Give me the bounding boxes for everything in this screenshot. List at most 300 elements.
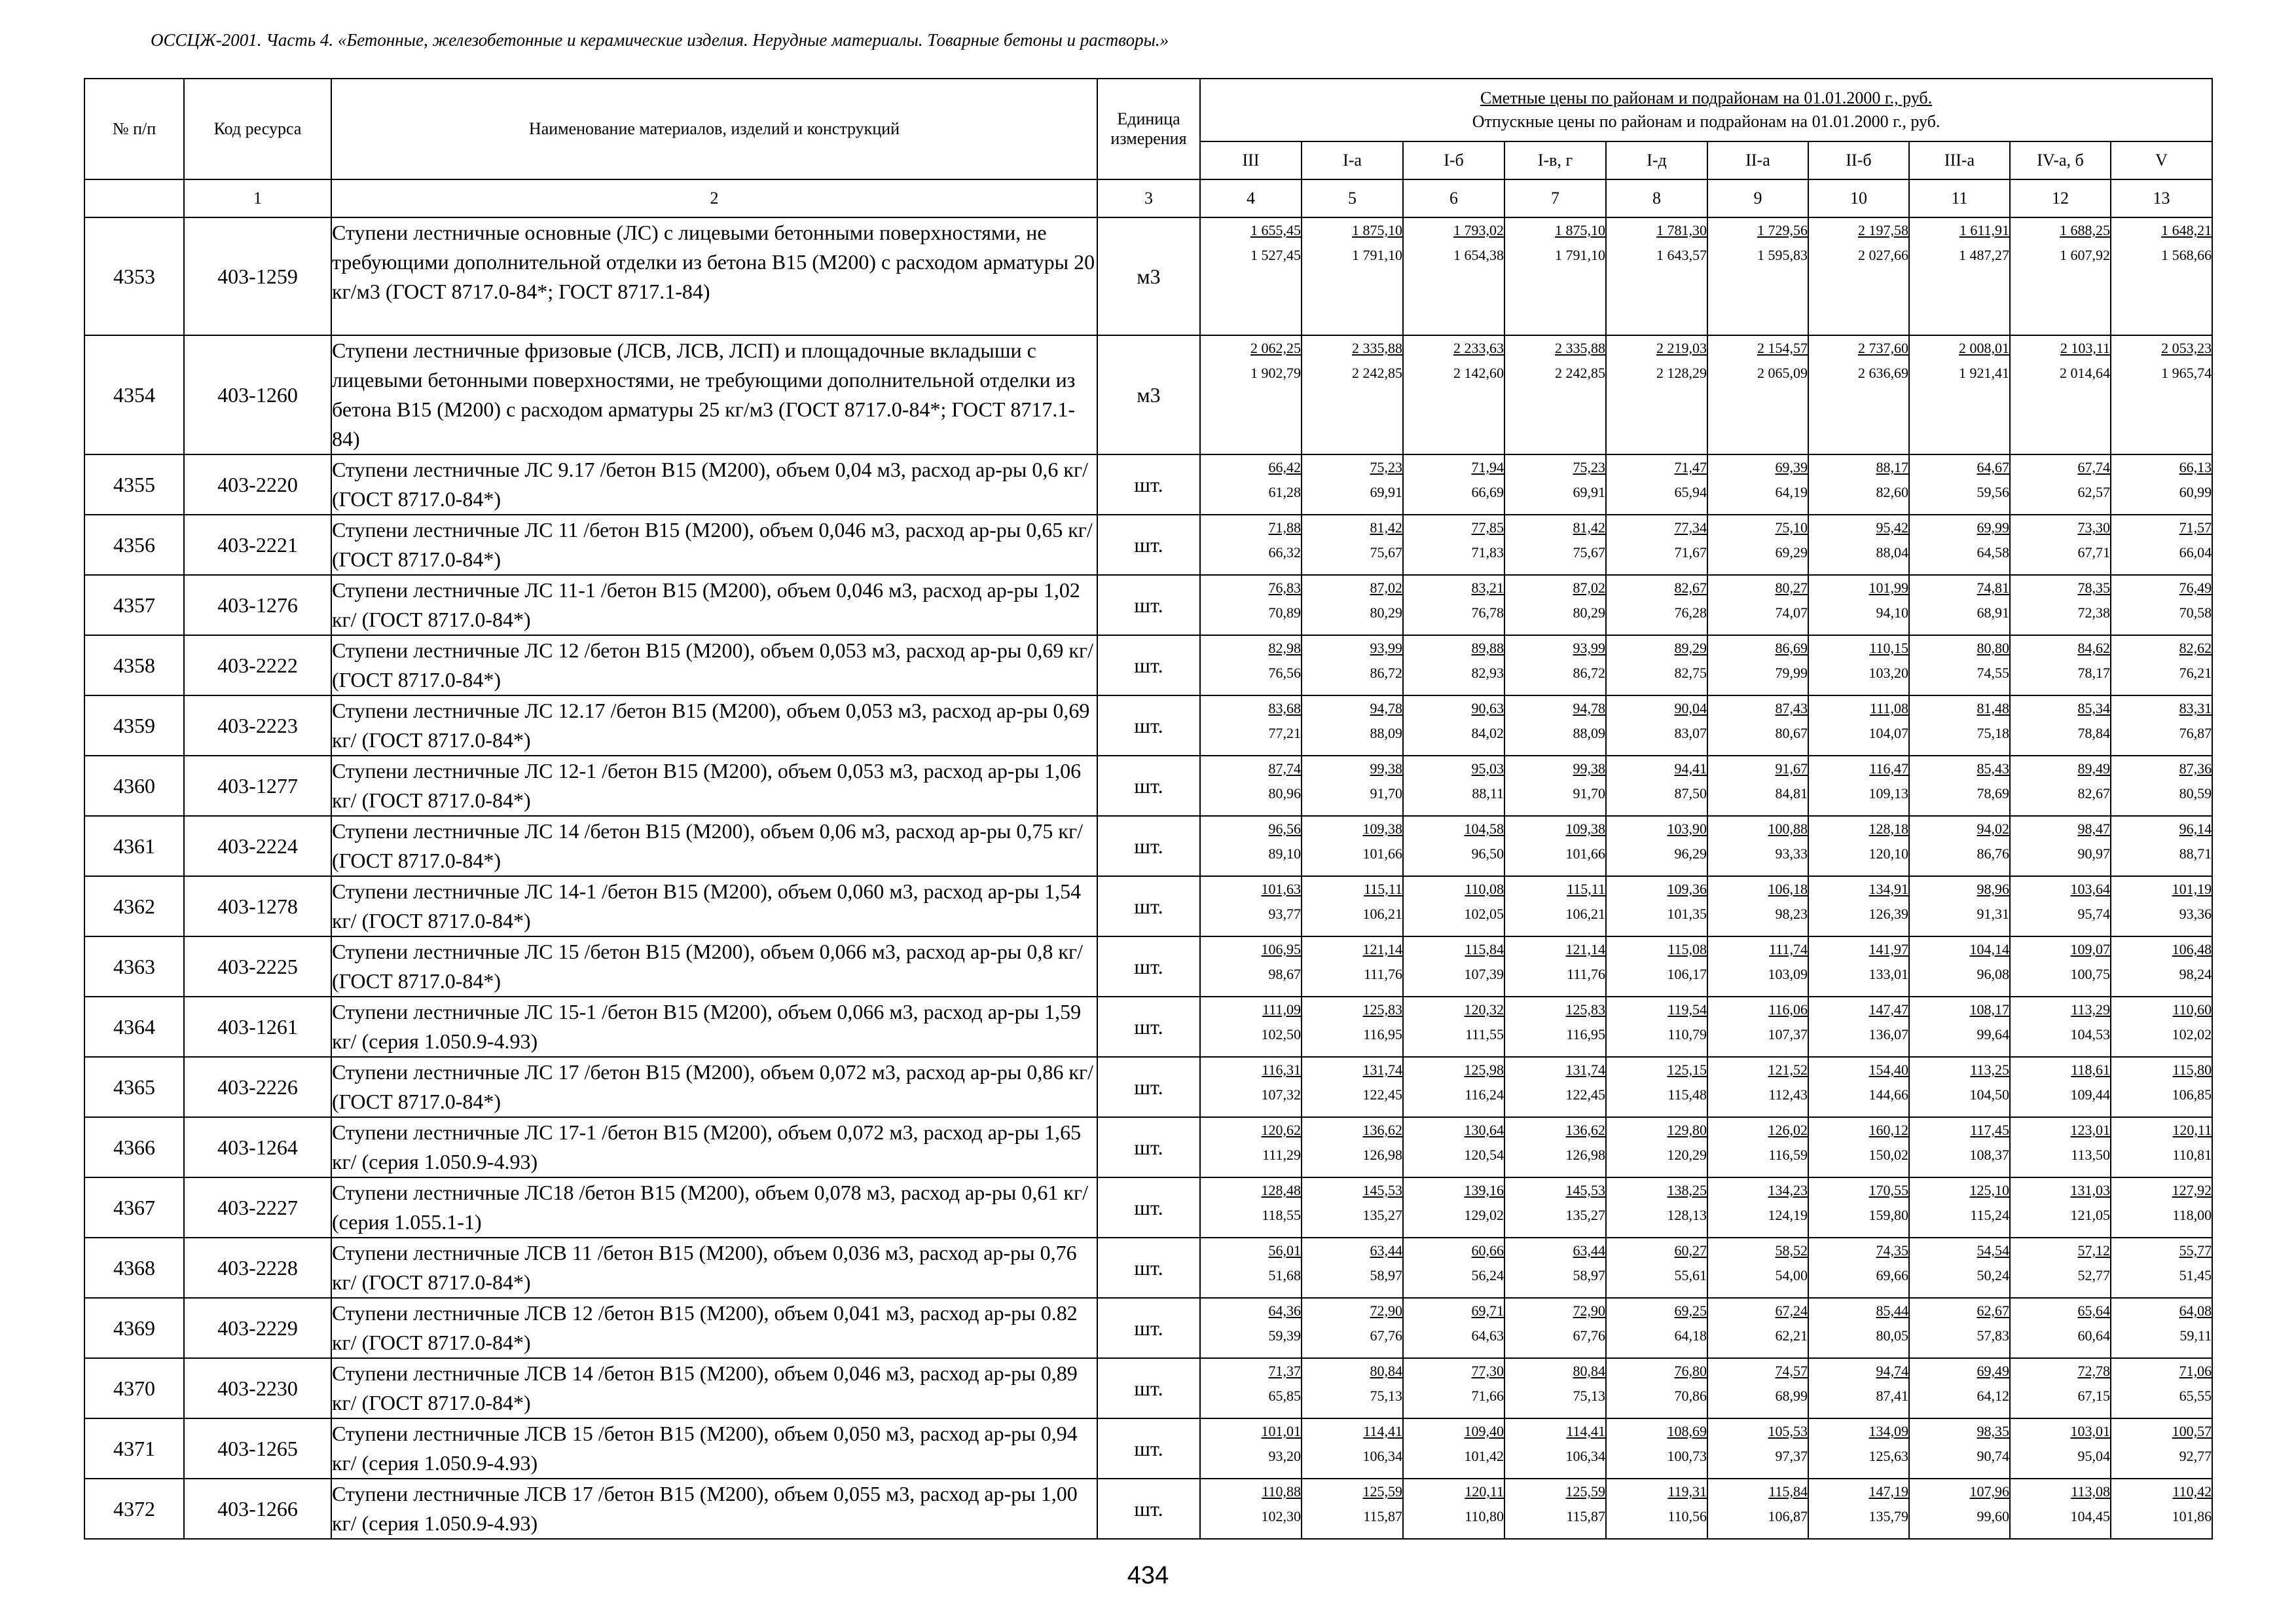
table-row: [84, 454, 2212, 515]
estimated-price: 105,53: [1768, 1423, 1808, 1439]
estimated-price: 1 781,30: [1656, 222, 1707, 238]
estimated-price: 104,14: [1969, 941, 2009, 957]
estimated-price: 113,29: [2071, 1001, 2110, 1018]
price-cell: [1909, 635, 2010, 695]
price-cell: [1808, 1298, 1909, 1358]
price-cell: [2010, 1238, 2111, 1298]
column-number-row: [84, 179, 2212, 217]
estimated-price: 69,49: [1977, 1363, 2009, 1379]
price-cell: [1707, 1298, 1808, 1358]
estimated-price: 69,25: [1674, 1302, 1707, 1319]
release-price: 77,21: [1268, 725, 1301, 741]
estimated-price: 121,52: [1768, 1061, 1808, 1078]
price-cell: [1302, 1479, 1403, 1539]
release-price: 76,28: [1674, 604, 1707, 621]
estimated-price: 116,06: [1768, 1001, 1808, 1018]
release-price: 99,64: [1977, 1026, 2009, 1043]
price-cell: [1504, 1418, 1606, 1479]
release-price: 106,17: [1667, 966, 1707, 982]
estimated-price: 77,30: [1471, 1363, 1504, 1379]
release-price: 80,29: [1573, 604, 1605, 621]
unit-cell: шт.: [1097, 997, 1200, 1057]
release-price: 101,42: [1464, 1448, 1504, 1464]
release-price: 118,00: [2172, 1207, 2212, 1223]
estimated-price: 85,44: [1876, 1302, 1908, 1319]
price-cell: [2010, 1479, 2111, 1539]
estimated-price: 125,15: [1667, 1061, 1707, 1078]
estimated-price: 87,43: [1775, 700, 1808, 716]
estimated-price: 160,12: [1868, 1122, 1908, 1138]
price-cell: [1504, 635, 1606, 695]
release-price: 75,67: [1370, 544, 1402, 561]
estimated-price: 2 197,58: [1858, 222, 1908, 238]
release-price: 107,32: [1261, 1086, 1301, 1103]
price-cell: [1200, 217, 1302, 335]
price-cell: [1707, 997, 1808, 1057]
price-cell: [2111, 1238, 2212, 1298]
estimated-price: 65,64: [2077, 1302, 2110, 1319]
price-cell: [1606, 936, 1707, 997]
estimated-price: 2 062,25: [1250, 340, 1301, 356]
resource-code: 403-2220: [184, 454, 331, 515]
estimated-price: 63,44: [1370, 1242, 1402, 1259]
unit-cell: шт.: [1097, 936, 1200, 997]
price-cell: [1302, 936, 1403, 997]
unit-cell: шт.: [1097, 515, 1200, 575]
price-cell: [2111, 635, 2212, 695]
price-cell: [1504, 756, 1606, 816]
price-cell: [1606, 575, 1707, 635]
column-number: 11: [1909, 179, 2010, 217]
price-cell: [1707, 635, 1808, 695]
price-cell: [1504, 1298, 1606, 1358]
release-price: 87,41: [1876, 1388, 1908, 1404]
estimated-price: 110,88: [1262, 1483, 1301, 1500]
estimated-price: 107,96: [1969, 1483, 2009, 1500]
estimated-price: 128,18: [1868, 821, 1908, 837]
price-cell: [1808, 454, 1909, 515]
estimated-price: 75,10: [1775, 519, 1808, 536]
release-price: 68,91: [1977, 604, 2009, 621]
estimated-price: 130,64: [1464, 1122, 1504, 1138]
release-price: 2 242,85: [1352, 365, 1402, 381]
estimated-price: 83,31: [2179, 700, 2212, 716]
estimated-price: 1 688,25: [2060, 222, 2110, 238]
price-cell: [1909, 1418, 2010, 1479]
release-price: 52,77: [2077, 1267, 2110, 1283]
price-cell: [2010, 876, 2111, 936]
release-price: 87,50: [1674, 785, 1707, 802]
release-price: 69,91: [1370, 484, 1402, 500]
price-cell: [1808, 816, 1909, 876]
unit-cell: шт.: [1097, 1238, 1200, 1298]
region-header: IV-а, б: [2010, 141, 2111, 179]
estimated-price: 93,99: [1370, 640, 1402, 656]
price-cell: [1909, 454, 2010, 515]
price-cell: [1403, 1298, 1504, 1358]
price-cell: [1302, 635, 1403, 695]
release-price: 109,44: [2070, 1086, 2110, 1103]
price-cell: [1302, 997, 1403, 1057]
release-price: 98,24: [2179, 966, 2212, 982]
estimated-price: 103,01: [2070, 1423, 2110, 1439]
resource-code: 403-2227: [184, 1177, 331, 1238]
estimated-price: 116,31: [1262, 1061, 1301, 1078]
release-price: 88,09: [1573, 725, 1605, 741]
release-price: 136,07: [1868, 1026, 1908, 1043]
price-cell: [1504, 1177, 1606, 1238]
release-price: 116,95: [1363, 1026, 1402, 1043]
price-cell: [2010, 1298, 2111, 1358]
price-cell: [2111, 1177, 2212, 1238]
estimated-price: 83,21: [1471, 580, 1504, 596]
release-price: 86,72: [1573, 665, 1605, 681]
estimated-price: 1 875,10: [1352, 222, 1402, 238]
release-price: 2 142,60: [1453, 365, 1504, 381]
release-price: 159,80: [1868, 1207, 1908, 1223]
release-price: 89,10: [1268, 845, 1301, 862]
estimated-price: 76,49: [2179, 580, 2212, 596]
estimated-price: 76,83: [1268, 580, 1301, 596]
material-name: Ступени лестничные фризовые (ЛСВ, ЛСВ, ЛСП) и площадочные вкладыши с лицевыми бетонными поверхностями, не требующими дополнительной отделки из бетона В15 (М200) с расходом арматуры 25 кг/м3 (ГОСТ 8717.0-84*; ГОСТ 8717.1-84): [331, 335, 1097, 454]
estimated-price: 1 655,45: [1250, 222, 1301, 238]
release-price: 116,95: [1566, 1026, 1605, 1043]
unit-cell: шт.: [1097, 454, 1200, 515]
estimated-price: 69,39: [1775, 459, 1808, 475]
material-name: Ступени лестничные ЛС 12-1 /бетон В15 (М200), объем 0,053 м3, расход ар-ры 1,06 кг/ (ГОСТ 8717.0-84*): [331, 756, 1097, 816]
price-cell: [1200, 876, 1302, 936]
price-cell: [1909, 335, 2010, 454]
release-price: 126,98: [1362, 1147, 1402, 1163]
release-price: 1 607,92: [2060, 247, 2110, 263]
estimated-price: 106,48: [2172, 941, 2212, 957]
price-cell: [1909, 575, 2010, 635]
estimated-price: 62,67: [1977, 1302, 2009, 1319]
estimated-price: 82,98: [1268, 640, 1301, 656]
release-price: 101,35: [1667, 906, 1707, 922]
release-price: 101,66: [1362, 845, 1402, 862]
price-cell: [1909, 997, 2010, 1057]
release-price: 67,15: [2077, 1388, 2110, 1404]
estimated-price: 71,37: [1268, 1363, 1301, 1379]
price-cell: [1707, 936, 1808, 997]
table-row: [84, 575, 2212, 635]
estimated-price: 113,08: [2071, 1483, 2110, 1500]
release-price: 64,58: [1977, 544, 2009, 561]
unit-cell: шт.: [1097, 1177, 1200, 1238]
release-price: 66,04: [2179, 544, 2212, 561]
price-cell: [2010, 635, 2111, 695]
price-cell: [1808, 335, 1909, 454]
estimated-price: 111,74: [1769, 941, 1808, 957]
release-price: 110,56: [1667, 1508, 1707, 1524]
price-cell: [2111, 1057, 2212, 1117]
estimated-price: 64,08: [2179, 1302, 2212, 1319]
estimated-price: 101,01: [1261, 1423, 1301, 1439]
estimated-price: 120,11: [2172, 1122, 2212, 1138]
price-cell: [1707, 1358, 1808, 1418]
row-number: 4358: [84, 635, 184, 695]
estimated-price: 94,74: [1876, 1363, 1908, 1379]
price-cell: [2111, 575, 2212, 635]
resource-code: 403-2225: [184, 936, 331, 997]
material-name: Ступени лестничные ЛС 15-1 /бетон В15 (М200), объем 0,066 м3, расход ар-ры 1,59 кг/ (серия 1.050.9-4.93): [331, 997, 1097, 1057]
price-cell: [1909, 1177, 2010, 1238]
resource-code: 403-1259: [184, 217, 331, 335]
table-row: [84, 1238, 2212, 1298]
release-price: 88,71: [2179, 845, 2212, 862]
table-row: [84, 1057, 2212, 1117]
release-price: 71,67: [1674, 544, 1707, 561]
estimated-price: 1 875,10: [1555, 222, 1605, 238]
release-price: 83,07: [1674, 725, 1707, 741]
price-cell: [1403, 1117, 1504, 1177]
price-cell: [1200, 454, 1302, 515]
estimated-price: 147,19: [1868, 1483, 1908, 1500]
header-prices-estimated: Сметные цены по районам и подрайонам на 01.01.2000 г., руб.: [1480, 88, 1933, 107]
region-header: II-а: [1707, 141, 1808, 179]
release-price: 64,18: [1674, 1327, 1707, 1344]
release-price: 122,45: [1565, 1086, 1605, 1103]
price-cell: [1808, 575, 1909, 635]
estimated-price: 125,10: [1969, 1182, 2009, 1198]
price-cell: [1707, 1117, 1808, 1177]
release-price: 86,76: [1977, 845, 2009, 862]
material-name: Ступени лестничные ЛСВ 17 /бетон В15 (М200), объем 0,055 м3, расход ар-ры 1,00 кг/ (серия 1.050.9-4.93): [331, 1479, 1097, 1539]
release-price: 78,17: [2077, 665, 2110, 681]
price-cell: [1200, 816, 1302, 876]
price-cell: [1808, 515, 1909, 575]
release-price: 1 965,74: [2161, 365, 2212, 381]
row-number: 4370: [84, 1358, 184, 1418]
unit-cell: шт.: [1097, 1298, 1200, 1358]
price-cell: [1200, 635, 1302, 695]
release-price: 107,37: [1768, 1026, 1808, 1043]
price-cell: [1302, 1238, 1403, 1298]
price-cell: [1504, 876, 1606, 936]
price-cell: [2010, 695, 2111, 756]
header-prices-release: Отпускные цены по районам и подрайонам на 01.01.2000 г., руб.: [1472, 112, 1941, 131]
release-price: 111,76: [1364, 966, 1402, 982]
price-cell: [2010, 1177, 2111, 1238]
estimated-price: 121,14: [1362, 941, 1402, 957]
column-number: 6: [1403, 179, 1504, 217]
estimated-price: 71,06: [2179, 1363, 2212, 1379]
price-cell: [1302, 756, 1403, 816]
release-price: 75,13: [1573, 1388, 1605, 1404]
release-price: 70,89: [1268, 604, 1301, 621]
price-cell: [1403, 335, 1504, 454]
material-name: Ступени лестничные ЛС 11 /бетон В15 (М200), объем 0,046 м3, расход ар-ры 0,65 кг/ (ГОСТ 8717.0-84*): [331, 515, 1097, 575]
release-price: 78,69: [1977, 785, 2009, 802]
release-price: 121,05: [2070, 1207, 2110, 1223]
release-price: 56,24: [1471, 1267, 1504, 1283]
price-cell: [1707, 876, 1808, 936]
estimated-price: 115,84: [1768, 1483, 1808, 1500]
estimated-price: 115,80: [2172, 1061, 2212, 1078]
release-price: 93,33: [1775, 845, 1808, 862]
estimated-price: 67,74: [2077, 459, 2110, 475]
release-price: 1 902,79: [1250, 365, 1301, 381]
estimated-price: 111,08: [1870, 700, 1908, 716]
release-price: 76,78: [1471, 604, 1504, 621]
header-num: № п/п: [84, 79, 184, 179]
release-price: 104,45: [2070, 1508, 2110, 1524]
release-price: 2 128,29: [1656, 365, 1707, 381]
row-number: 4363: [84, 936, 184, 997]
price-cell: [2010, 756, 2111, 816]
material-name: Ступени лестничные ЛС 17-1 /бетон В15 (М200), объем 0,072 м3, расход ар-ры 1,65 кг/ (серия 1.050.9-4.93): [331, 1117, 1097, 1177]
price-cell: [2111, 1117, 2212, 1177]
price-cell: [1403, 1057, 1504, 1117]
unit-cell: шт.: [1097, 1057, 1200, 1117]
estimated-price: 90,63: [1471, 700, 1504, 716]
release-price: 1 654,38: [1453, 247, 1504, 263]
price-cell: [2111, 454, 2212, 515]
price-cell: [1302, 335, 1403, 454]
release-price: 80,59: [2179, 785, 2212, 802]
table-row: [84, 515, 2212, 575]
release-price: 61,28: [1268, 484, 1301, 500]
column-number: 13: [2111, 179, 2212, 217]
table-row: [84, 1479, 2212, 1539]
estimated-price: 82,62: [2179, 640, 2212, 656]
release-price: 75,13: [1370, 1388, 1402, 1404]
estimated-price: 91,67: [1775, 760, 1808, 777]
region-header: V: [2111, 141, 2212, 179]
estimated-price: 141,97: [1868, 941, 1908, 957]
estimated-price: 1 611,91: [1959, 222, 2009, 238]
release-price: 76,56: [1268, 665, 1301, 681]
estimated-price: 93,99: [1573, 640, 1605, 656]
price-cell: [2111, 756, 2212, 816]
estimated-price: 94,41: [1674, 760, 1707, 777]
price-cell: [2111, 997, 2212, 1057]
estimated-price: 125,83: [1362, 1001, 1402, 1018]
price-cell: [2010, 1057, 2111, 1117]
estimated-price: 88,17: [1876, 459, 1908, 475]
estimated-price: 114,41: [1566, 1423, 1605, 1439]
price-cell: [1606, 1418, 1707, 1479]
estimated-price: 1 793,02: [1453, 222, 1504, 238]
estimated-price: 73,30: [2077, 519, 2110, 536]
estimated-price: 101,99: [1868, 580, 1908, 596]
release-price: 64,19: [1775, 484, 1808, 500]
release-price: 115,48: [1667, 1086, 1707, 1103]
release-price: 79,99: [1775, 665, 1808, 681]
price-cell: [1200, 1177, 1302, 1238]
price-cell: [1909, 1117, 2010, 1177]
release-price: 1 921,41: [1959, 365, 2009, 381]
release-price: 84,81: [1775, 785, 1808, 802]
release-price: 60,99: [2179, 484, 2212, 500]
release-price: 80,96: [1268, 785, 1301, 802]
estimated-price: 136,62: [1565, 1122, 1605, 1138]
material-name: Ступени лестничные ЛС 14-1 /бетон В15 (М200), объем 0,060 м3, расход ар-ры 1,54 кг/ (ГОСТ 8717.0-84*): [331, 876, 1097, 936]
release-price: 108,37: [1969, 1147, 2009, 1163]
price-cell: [1909, 695, 2010, 756]
release-price: 116,24: [1465, 1086, 1504, 1103]
release-price: 106,21: [1565, 906, 1605, 922]
release-price: 65,85: [1268, 1388, 1301, 1404]
release-price: 96,08: [1977, 966, 2009, 982]
table-row: [84, 936, 2212, 997]
price-cell: [1808, 1117, 1909, 1177]
estimated-price: 95,42: [1876, 519, 1908, 536]
release-price: 104,53: [2070, 1026, 2110, 1043]
page-number: 434: [1127, 1562, 1169, 1589]
price-cell: [1302, 695, 1403, 756]
estimated-price: 66,13: [2179, 459, 2212, 475]
release-price: 125,63: [1868, 1448, 1908, 1464]
estimated-price: 101,63: [1261, 881, 1301, 897]
price-cell: [1606, 1358, 1707, 1418]
price-cell: [1909, 1298, 2010, 1358]
release-price: 72,38: [2077, 604, 2110, 621]
price-cell: [1403, 1479, 1504, 1539]
release-price: 97,37: [1775, 1448, 1808, 1464]
header-prices: [1200, 79, 2212, 141]
row-number: 4364: [84, 997, 184, 1057]
release-price: 102,30: [1261, 1508, 1301, 1524]
price-cell: [1606, 335, 1707, 454]
estimated-price: 69,99: [1977, 519, 2009, 536]
price-cell: [2111, 876, 2212, 936]
column-number: 9: [1707, 179, 1808, 217]
estimated-price: 81,42: [1370, 519, 1402, 536]
price-cell: [1909, 876, 2010, 936]
release-price: 96,29: [1674, 845, 1707, 862]
release-price: 107,39: [1464, 966, 1504, 982]
release-price: 150,02: [1868, 1147, 1908, 1163]
table-row: [84, 1177, 2212, 1238]
table-body: [84, 217, 2212, 1539]
estimated-price: 74,81: [1977, 580, 2009, 596]
release-price: 80,05: [1876, 1327, 1908, 1344]
price-cell: [1504, 695, 1606, 756]
release-price: 104,07: [1868, 725, 1908, 741]
resource-code: 403-1278: [184, 876, 331, 936]
release-price: 82,60: [1876, 484, 1908, 500]
estimated-price: 110,08: [1465, 881, 1504, 897]
release-price: 55,61: [1674, 1267, 1707, 1283]
release-price: 111,76: [1567, 966, 1605, 982]
estimated-price: 67,24: [1775, 1302, 1808, 1319]
row-number: 4371: [84, 1418, 184, 1479]
price-cell: [2010, 217, 2111, 335]
price-cell: [1403, 575, 1504, 635]
unit-cell: шт.: [1097, 816, 1200, 876]
region-header: III: [1200, 141, 1302, 179]
estimated-price: 108,17: [1969, 1001, 2009, 1018]
release-price: 74,07: [1775, 604, 1808, 621]
row-number: 4369: [84, 1298, 184, 1358]
release-price: 103,20: [1868, 665, 1908, 681]
price-cell: [1403, 816, 1504, 876]
resource-code: 403-1261: [184, 997, 331, 1057]
release-price: 66,69: [1471, 484, 1504, 500]
price-cell: [1504, 816, 1606, 876]
estimated-price: 71,94: [1471, 459, 1504, 475]
resource-code: 403-2229: [184, 1298, 331, 1358]
material-name: Ступени лестничные ЛС 15 /бетон В15 (М200), объем 0,066 м3, расход ар-ры 0,8 кг/ (ГОСТ 8717.0-84*): [331, 936, 1097, 997]
price-cell: [1403, 217, 1504, 335]
table-row: [84, 816, 2212, 876]
price-cell: [1909, 936, 2010, 997]
row-number: 4361: [84, 816, 184, 876]
release-price: 126,39: [1868, 906, 1908, 922]
release-price: 106,85: [2172, 1086, 2212, 1103]
